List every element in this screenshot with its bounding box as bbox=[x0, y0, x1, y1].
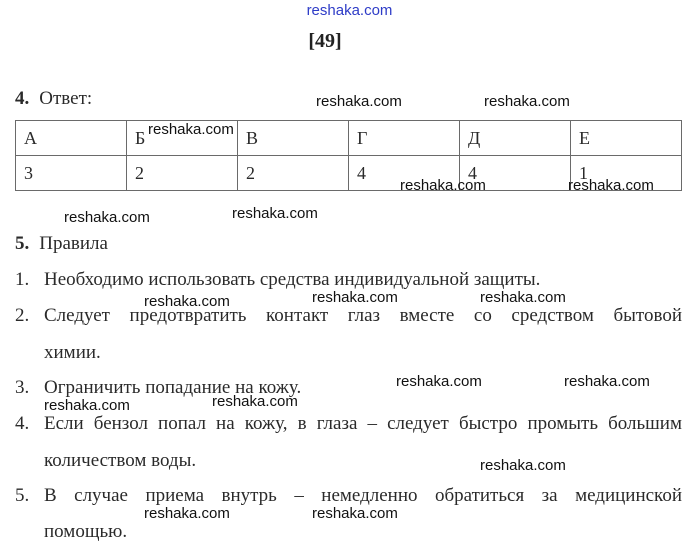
rule-text: Ограничить попадание на кожу. bbox=[44, 377, 302, 398]
watermark: reshaka.com bbox=[64, 209, 150, 226]
table-cell: 2 bbox=[238, 156, 349, 191]
rule-text: В случае приема внутрь – немедленно обратиться за медицинской bbox=[44, 485, 682, 506]
table-cell: 1 bbox=[570, 156, 681, 191]
table-header-row bbox=[16, 121, 682, 156]
table-cell: 4 bbox=[459, 156, 570, 191]
rule-number: 2. bbox=[15, 305, 30, 326]
rule-text: количеством воды. bbox=[44, 450, 197, 471]
table-header-cell: Г bbox=[349, 121, 460, 156]
question-label: Ответ: bbox=[39, 88, 93, 109]
rule-number: 3. bbox=[15, 377, 30, 398]
page-number: [49] bbox=[308, 30, 342, 52]
watermark: reshaka.com bbox=[568, 177, 654, 194]
question-label: Правила bbox=[39, 233, 108, 254]
rule-text: Необходимо использовать средства индивидуальной защиты. bbox=[44, 269, 541, 290]
watermark: reshaka.com bbox=[400, 177, 486, 194]
table-header-cell: В bbox=[238, 121, 349, 156]
watermark: reshaka.com bbox=[564, 373, 650, 390]
question-5-heading bbox=[15, 233, 108, 255]
watermark: reshaka.com bbox=[44, 397, 130, 414]
table-cell: 2 bbox=[127, 156, 238, 191]
watermark: reshaka.com bbox=[144, 505, 230, 522]
rule-number: 4. bbox=[15, 413, 30, 434]
watermark: reshaka.com bbox=[312, 505, 398, 522]
watermark: reshaka.com bbox=[480, 289, 566, 306]
site-link[interactable]: reshaka.com bbox=[306, 2, 393, 19]
rule-text: Если бензол попал на кожу, в глаза – следует быстро промыть большим bbox=[44, 413, 682, 434]
table-cell: 4 bbox=[349, 156, 460, 191]
watermark: reshaka.com bbox=[148, 121, 234, 138]
table-header-cell: Б bbox=[127, 121, 238, 156]
rule-number: 1. bbox=[15, 269, 30, 290]
watermark: reshaka.com bbox=[312, 289, 398, 306]
watermark: reshaka.com bbox=[232, 205, 318, 222]
question-4-heading bbox=[15, 88, 92, 110]
rule-number: 5. bbox=[15, 485, 30, 506]
watermark: reshaka.com bbox=[144, 293, 230, 310]
table-cell: 3 bbox=[16, 156, 127, 191]
rule-text: помощью. bbox=[44, 521, 128, 542]
table-header-cell: Е bbox=[570, 121, 681, 156]
question-number: 5. bbox=[15, 233, 30, 254]
watermark: reshaka.com bbox=[484, 93, 570, 110]
table-header-cell: А bbox=[16, 121, 127, 156]
watermark: reshaka.com bbox=[480, 457, 566, 474]
rule-text: Следует предотвратить контакт глаз вместе со средством бытовой bbox=[44, 305, 682, 326]
table-header-cell: Д bbox=[459, 121, 570, 156]
watermark: reshaka.com bbox=[396, 373, 482, 390]
rule-text: химии. bbox=[44, 342, 101, 363]
question-number: 4. bbox=[15, 88, 30, 109]
watermark: reshaka.com bbox=[212, 393, 298, 410]
watermark: reshaka.com bbox=[316, 93, 402, 110]
